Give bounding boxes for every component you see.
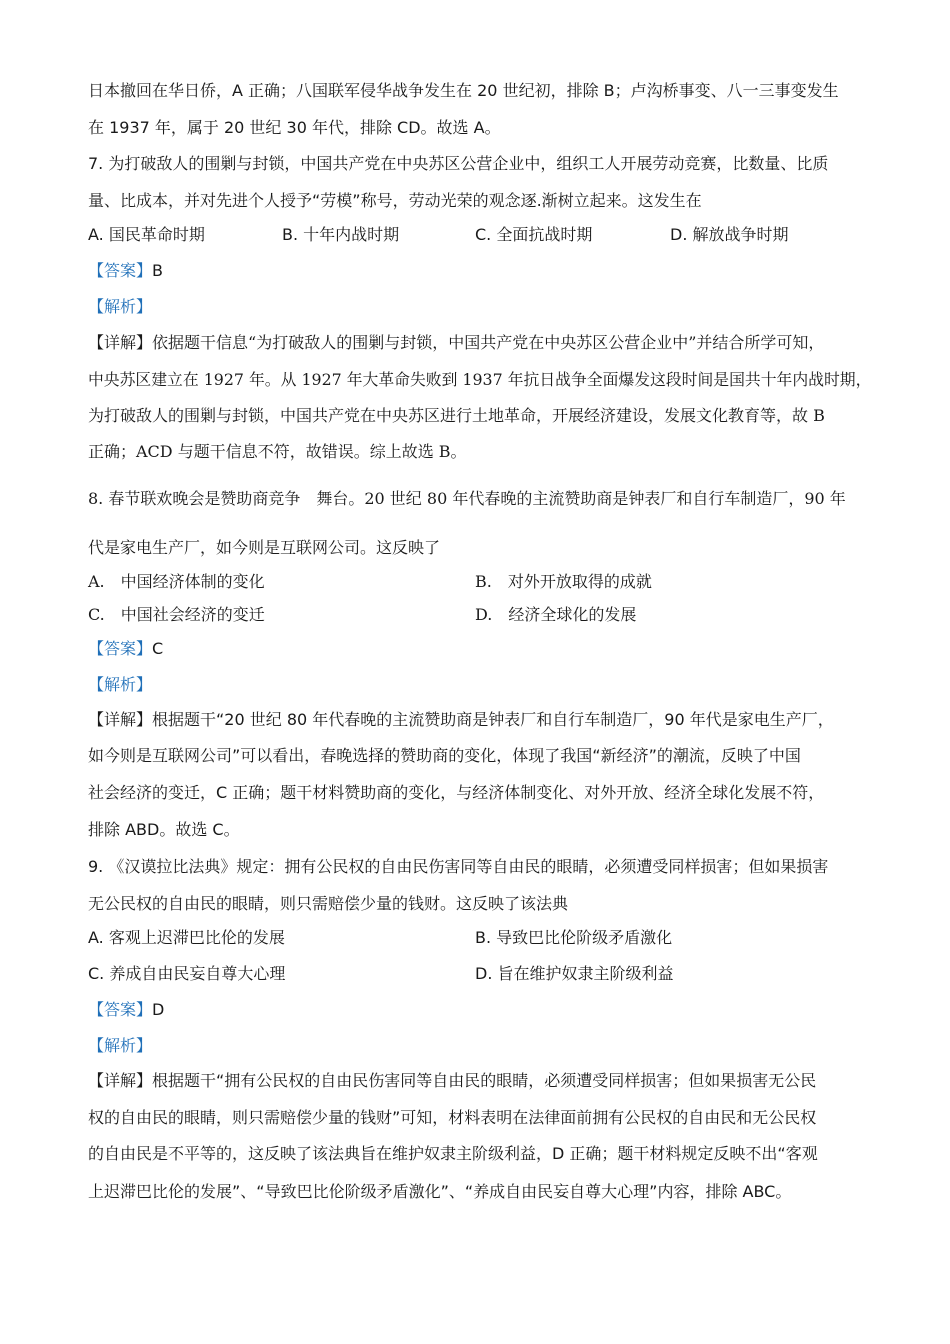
q9-stem-line-2: 无公民权的自由民的眼睛，则只需赔偿少量的钱财。这反映了该法典 [88, 894, 569, 913]
q8-option-d: D. 经济全球化的发展 [475, 605, 637, 624]
q7-stem-line-2: 量、比成本，并对先进个人授予“劳模”称号，劳动光荣的观念逐.渐树立起来。这发生在 [88, 191, 702, 210]
q8-detail-line-2: 如今则是互联网公司”可以看出，春晚选择的赞助商的变化，体现了我国“新经济”的潮流，反映了中国 [88, 746, 801, 765]
q8-analysis-tag: 【解析】 [88, 675, 153, 694]
q8-option-c: C. 中国社会经济的变迁 [88, 605, 265, 624]
q9-option-b: B. 导致巴比伦阶级矛盾激化 [475, 928, 673, 947]
q6-explanation-line-1: 日本撤回在华日侨，A 正确；八国联军侵华战争发生在 20 世纪初，排除 B；卢沟桥事变、八一三事变发生 [88, 81, 839, 100]
answer-tag: 【答案】 [88, 1000, 153, 1019]
answer-value: C [152, 639, 164, 658]
q9-detail-line-2: 权的自由民的眼睛，则只需赔偿少量的钱财”可知，材料表明在法律面前拥有公民权的自由民和无公民权 [88, 1108, 817, 1127]
q8-answer [88, 638, 163, 660]
q8-option-a: A. 中国经济体制的变化 [88, 572, 265, 591]
q9-option-c: C. 养成自由民妄自尊大心理 [88, 964, 286, 983]
answer-value: D [152, 1000, 165, 1019]
q7-analysis-tag: 【解析】 [88, 297, 153, 316]
q9-option-d: D. 旨在维护奴隶主阶级利益 [475, 964, 674, 983]
q7-option-d: D. 解放战争时期 [670, 225, 789, 244]
q7-detail-line-1: 【详解】依据题干信息“为打破敌人的围剿与封锁，中国共产党在中央苏区公营企业中”并结合所学可知， [88, 333, 825, 352]
q9-analysis-tag: 【解析】 [88, 1036, 153, 1055]
q7-answer [88, 260, 163, 282]
q9-detail-line-1: 【详解】根据题干“拥有公民权的自由民伤害同等自由民的眼睛，必须遭受同样损害；但如果损害无公民 [88, 1071, 817, 1090]
q8-detail-line-1: 【详解】根据题干“20 世纪 80 年代春晚的主流赞助商是钟表厂和自行车制造厂，90 年代是家电生产厂， [88, 710, 834, 729]
q9-stem-line-1: 9. 《汉谟拉比法典》规定：拥有公民权的自由民伤害同等自由民的眼睛，必须遭受同样损害；但如果损害 [88, 857, 829, 876]
q7-option-a: A. 国民革命时期 [88, 225, 205, 244]
q6-explanation-line-2: 在 1937 年，属于 20 世纪 30 年代，排除 CD。故选 A。 [88, 118, 501, 137]
q9-answer [88, 999, 164, 1021]
q9-detail-line-4: 上迟滞巴比伦的发展”、“导致巴比伦阶级矛盾激化”、“养成自由民妄自尊大心理”内容，排除 ABC。 [88, 1182, 792, 1201]
detail-tag: 【详解】 [88, 333, 153, 352]
q8-detail-line-3: 社会经济的变迁，C 正确；题干材料赞助商的变化，与经济体制变化、对外开放、经济全球化发展不符， [88, 783, 825, 802]
q9-detail-line-3: 的自由民是不平等的，这反映了该法典旨在维护奴隶主阶级利益，D 正确；题干材料规定反映不出“客观 [88, 1144, 818, 1163]
detail-tag: 【详解】 [88, 1071, 153, 1090]
q8-stem-line-2: 代是家电生产厂，如今则是互联网公司。这反映了 [88, 538, 441, 557]
q7-option-b: B. 十年内战时期 [282, 225, 400, 244]
answer-tag: 【答案】 [88, 639, 153, 658]
q7-option-c: C. 全面抗战时期 [475, 225, 593, 244]
q7-detail-line-2: 中央苏区建立在 1927 年。从 1927 年大革命失败到 1937 年抗日战争全面爆发这段时间是国共十年内战时期， [88, 370, 872, 389]
q8-detail-line-4: 排除 ABD。故选 C。 [88, 820, 240, 839]
q7-detail-line-3: 为打破敌人的围剿与封锁，中国共产党在中央苏区进行土地革命，开展经济建设，发展文化教育等，故 B [88, 406, 825, 425]
q9-option-a: A. 客观上迟滞巴比伦的发展 [88, 928, 285, 947]
answer-tag: 【答案】 [88, 261, 153, 280]
q8-stem-line-1: 8. 春节联欢晚会是赞助商竞争 舞台。20 世纪 80 年代春晚的主流赞助商是钟表厂和自行车制造厂，90 年 [88, 489, 846, 508]
q7-stem-line-1: 7. 为打破敌人的围剿与封锁，中国共产党在中央苏区公营企业中，组织工人开展劳动竞赛，比数量、比质 [88, 154, 829, 173]
detail-tag: 【详解】 [88, 710, 153, 729]
q7-detail-line-4: 正确；ACD 与题干信息不符，故错误。综上故选 B。 [88, 442, 467, 461]
q8-option-b: B. 对外开放取得的成就 [475, 572, 652, 591]
answer-value: B [152, 261, 163, 280]
